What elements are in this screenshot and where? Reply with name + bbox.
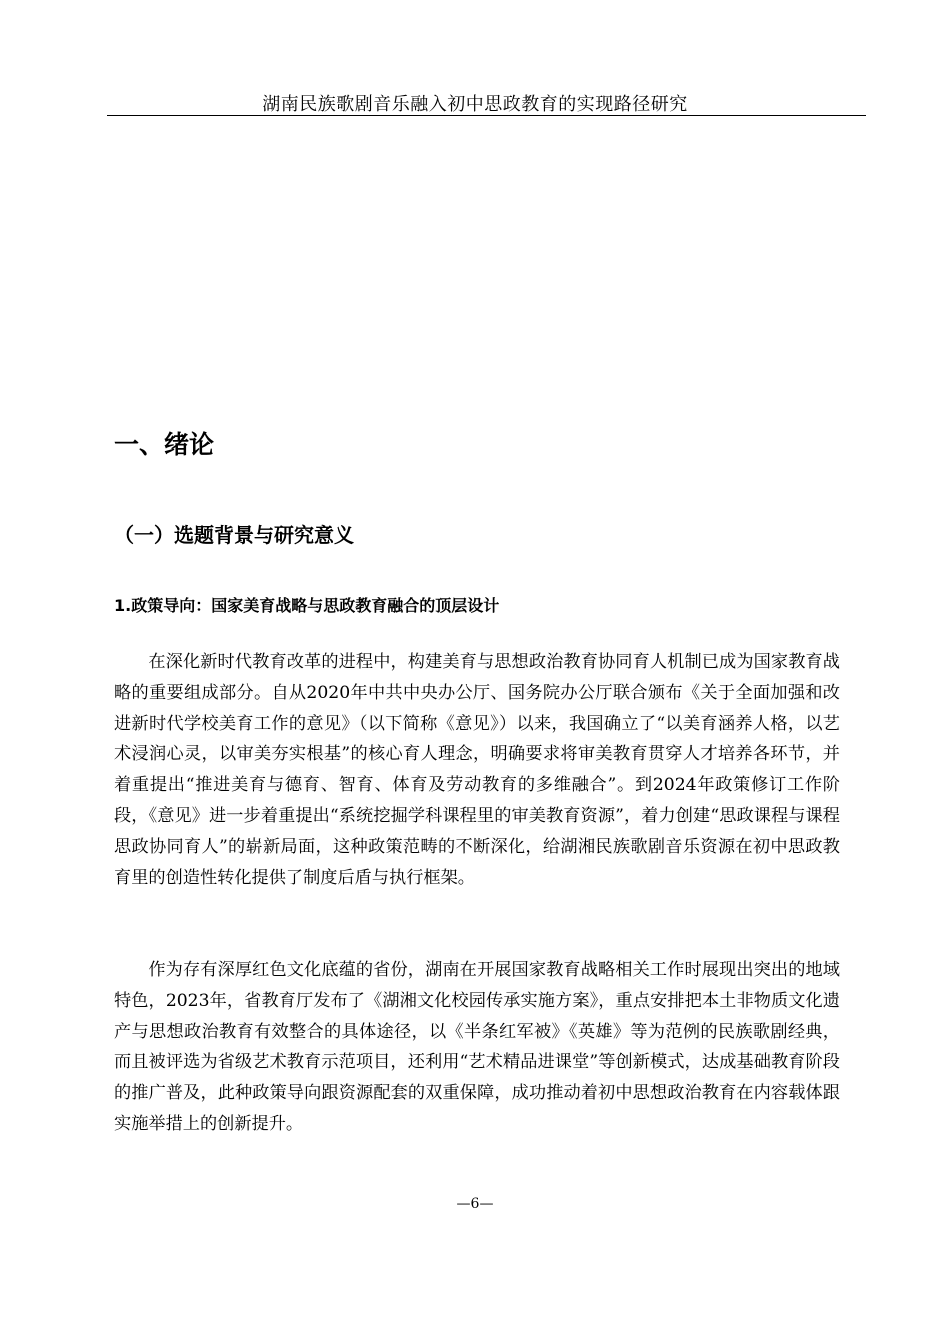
header-divider [107, 115, 866, 116]
section-title: （一）选题背景与研究意义 [114, 523, 354, 547]
body-paragraph: 在深化新时代教育改革的进程中，构建美育与思想政治教育协同育人机制已成为国家教育战略的重要组成部分。自从2020年中共中央办公厅、国务院办公厅联合颁布《关于全面加强和改进新时代学校美育工作的意见》（以下简称《意见》）以来，我国确立了“以美育涵养人格，以艺术浸润心灵，以审美夯实根基”的核心育人理念，明确要求将审美教育贯穿人才培养各环节，并着重提出“推进美育与德育、智育、体育及劳动教育的多维融合”。到2024年政策修订工作阶段，《意见》进一步着重提出“系统挖掘学科课程里的审美教育资源”，着力创建“思政课程与课程思政协同育人”的崭新局面，这种政策范畴的不断深化，给湖湘民族歌剧音乐资源在初中思政教育里的创造性转化提供了制度后盾与执行框架。 [114, 652, 840, 888]
chapter-title: 一、绪论 [114, 430, 215, 459]
body-paragraph: 作为存有深厚红色文化底蕴的省份，湖南在开展国家教育战略相关工作时展现出突出的地域特色，2023年，省教育厅发布了《湖湘文化校园传承实施方案》，重点安排把本土非物质文化遗产与思想政治教育有效整合的具体途径，以《半条红军被》《英雄》等为范例的民族歌剧经典，而且被评选为省级艺术教育示范项目，还利用“艺术精品进课堂”等创新模式，达成基础教育阶段的推广普及，此种政策导向跟资源配套的双重保障，成功推动着初中思想政治教育在内容载体跟实施举措上的创新提升。 [114, 960, 840, 1134]
page-number: —6— [456, 1196, 494, 1212]
running-header: 湖南民族歌剧音乐融入初中思政教育的实现路径研究 [262, 94, 688, 115]
subsection-title: 1.政策导向：国家美育战略与思政教育融合的顶层设计 [114, 596, 500, 615]
